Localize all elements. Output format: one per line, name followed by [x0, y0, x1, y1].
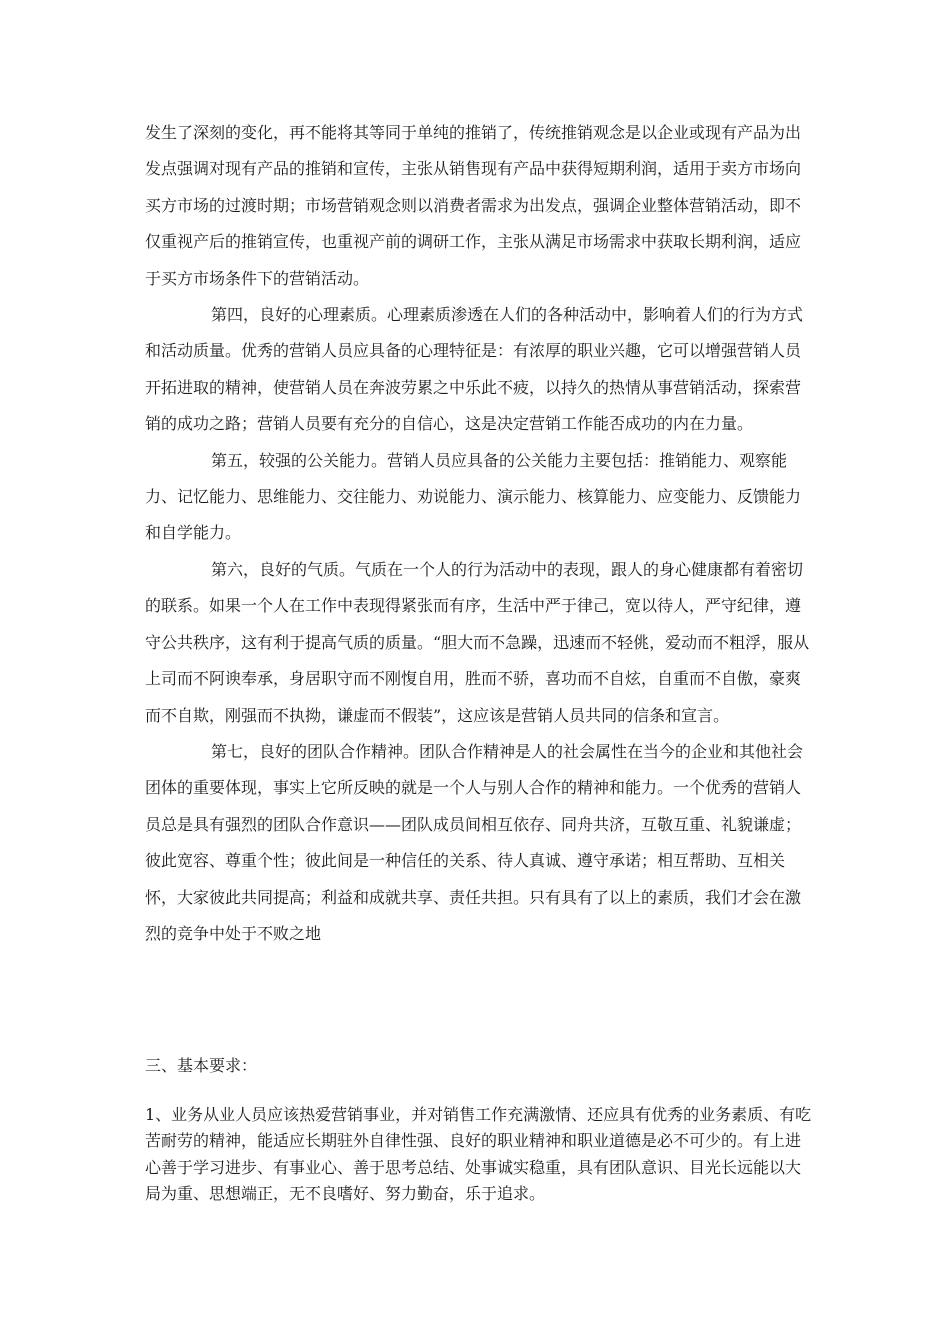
paragraph-teamwork: 第七，良好的团队合作精神。团队合作精神是人的社会属性在当今的企业和其他社会团体的重要体现，事实上它所反映的就是一个人与别人合作的精神和能力。一个优秀的营销人员总是具有强烈的团队合作意识——团队成员间相互依存、同舟共济，互敬互重、礼貌谦虚；彼此宽容、尊重个性；彼此间是一种信任的关系、待人真诚、遵守承诺；相互帮助、互相关怀，大家彼此共同提高；利益和成就共享、责任共担。只有具有了以上的素质，我们才会在激烈的竞争中处于不败之地	[145, 741, 804, 943]
paragraph-marketing-concept: 发生了深刻的变化，再不能将其等同于单纯的推销了，传统推销观念是以企业或现有产品为出发点强调对现有产品的推销和宣传，主张从销售现有产品中获得短期利润，适用于卖方市场向买方市场的过渡时期；市场营销观念则以消费者需求为出发点，强调企业整体营销活动，即不仅重视产后的推销宣传，也重视产前的调研工作，主张从满足市场需求中获取长期利润，适应于买方市场条件下的营销活动。	[145, 123, 802, 288]
requirements-list	[145, 1102, 815, 1207]
paragraph-temperament: 第六，良好的气质。气质在一个人的行为活动中的表现，跟人的身心健康都有着密切的联系。如果一个人在工作中表现得紧张而有序，生活中严于律己，宽以待人，严守纪律，遵守公共秩序，这有利于提高气质的质量。“胆大而不急躁，迅速而不轻佻，爱动而不粗浮，服从上司而不阿谀奉承，身居职守而不刚愎自用，胜而不骄，喜功而不自炫，自重而不自傲，豪爽而不自欺，刚强而不执拗，谦虚而不假装”，这应该是营销人员共同的信条和宣言。	[145, 559, 810, 725]
paragraph-public-relations-ability: 第五，较强的公关能力。营销人员应具备的公关能力主要包括：推销能力、观察能力、记忆能力、思维能力、交往能力、劝说能力、演示能力、核算能力、应变能力、反馈能力和自学能力。	[145, 450, 802, 543]
main-body	[145, 115, 815, 952]
section-heading-basic-requirements: 三、基本要求：	[145, 1056, 258, 1075]
requirement-item: 1、业务从业人员应该热爱营销事业，并对销售工作充满激情、还应具有优秀的业务素质、有吃苦耐劳的精神，能适应长期驻外自律性强、良好的职业精神和职业道德是必不可少的。有上进心善于学习进步、有事业心、善于思考总结、处事诚实稳重，具有团队意识、目光长远能以大局为重、思想端正，无不良嗜好、努力勤奋，乐于追求。	[145, 1105, 812, 1203]
paragraph-psychological-quality: 第四，良好的心理素质。心理素质渗透在人们的各种活动中，影响着人们的行为方式和活动质量。优秀的营销人员应具备的心理特征是：有浓厚的职业兴趣，它可以增强营销人员开拓进取的精神，使营销人员在奔波劳累之中乐此不疲，以持久的热情从事营销活动，探索营销的成功之路；营销人员要有充分的自信心，这是决定营销工作能否成功的内在力量。	[145, 305, 804, 434]
